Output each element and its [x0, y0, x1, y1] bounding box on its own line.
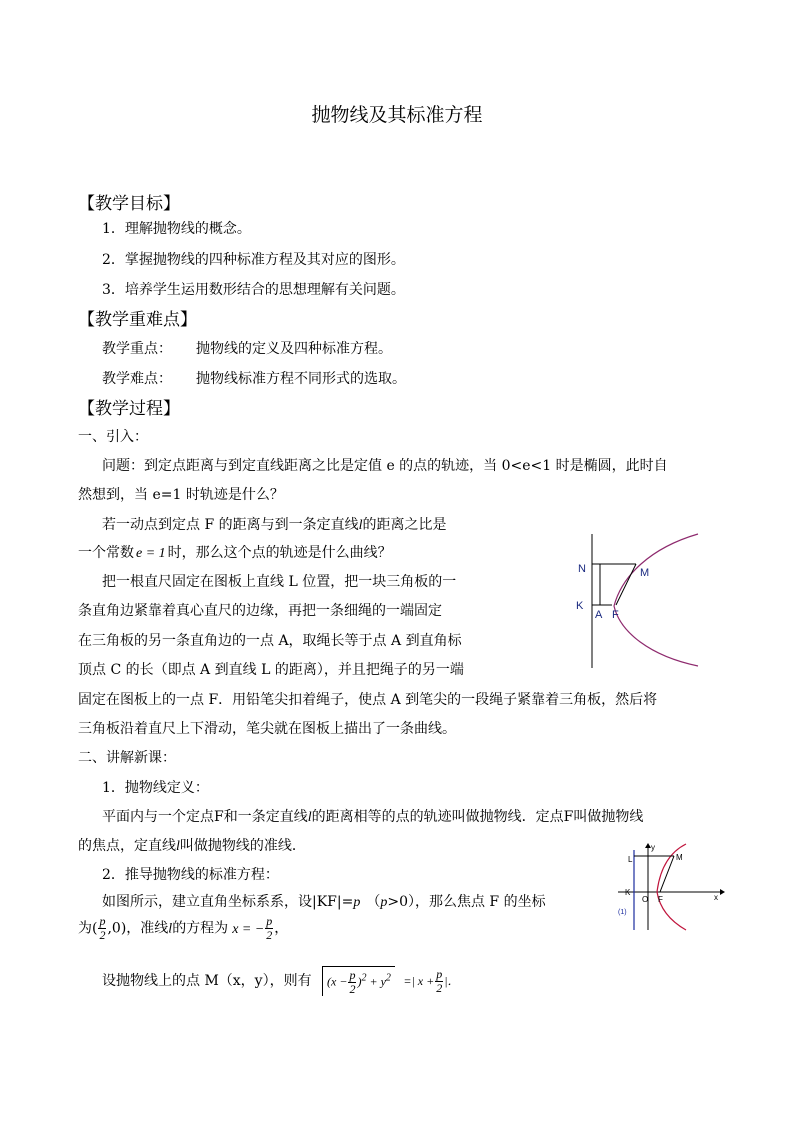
def-text-b: 的距离相等的点的轨迹叫做抛物线．定点F叫做抛物线: [311, 809, 644, 825]
frac-den: 2: [266, 928, 273, 942]
distance-equation-line: [102, 966, 460, 996]
p2-text-a: 若一动点到定点 F 的距离与到一条定直线: [102, 517, 359, 533]
var-l: l: [168, 921, 173, 937]
frac-num: p: [436, 966, 443, 981]
page-title: 抛物线及其标准方程: [311, 104, 483, 126]
part2-heading: 二、讲解新课：: [78, 750, 176, 766]
definition-line: [78, 835, 306, 855]
derive-line: [102, 891, 546, 911]
paragraph-line: [78, 542, 392, 562]
paragraph-line: 在三角板的另一条直角边的一点 A，取绳长等于点 A 到直角标: [78, 633, 462, 649]
derive-text-c: >0），那么焦点 F 的坐标: [387, 894, 546, 910]
label-a: A: [595, 609, 603, 621]
equation-e: e = 1: [136, 546, 166, 561]
section-goals-heading: 【教学目标】: [78, 194, 180, 214]
sqrt-sup: 2: [361, 972, 367, 984]
var-l: l: [358, 518, 363, 533]
focus-label: 教学重点：: [102, 341, 172, 357]
frac-den: 2: [436, 980, 443, 995]
var-p: p: [353, 895, 361, 910]
parabola-curve: [614, 534, 698, 666]
def-text-a: 平面内与一个定点F和一条定直线: [102, 809, 308, 825]
p2-text-d: 时，那么这个点的轨迹是什么曲线？: [167, 545, 392, 561]
focus-text: 抛物线的定义及四种标准方程。: [196, 341, 392, 357]
p2-text-b: 的距离之比是: [362, 517, 447, 533]
var-l: l: [176, 839, 180, 854]
sqrt-part-c: + y: [369, 974, 386, 989]
fraction-p-over-2: [98, 915, 106, 942]
coordinate-parabola-figure: [614, 840, 726, 932]
frac-num: p: [266, 914, 273, 928]
var-l: l: [307, 810, 312, 825]
fraction-p-over-2: [435, 968, 443, 995]
point-text: 设抛物线上的点 M（x，y），则有: [102, 973, 312, 989]
label-l: L: [628, 855, 633, 864]
var-p: p: [380, 895, 388, 910]
derive-text-d: 为(: [78, 920, 98, 937]
definition-line: [102, 806, 643, 826]
sqrt-sup: 2: [385, 972, 391, 984]
sqrt-part-a: (x −: [327, 974, 348, 989]
question-line: 然想到，当 e=1 时轨迹是什么？: [78, 487, 284, 503]
fraction-p-over-2: [348, 969, 356, 996]
parabola-figure-1: [570, 528, 710, 672]
label-k: K: [625, 888, 631, 897]
paragraph-line: 把一根直尺固定在图板上直线 L 位置，把一块三角板的一: [102, 574, 457, 590]
def-text-c: 的焦点，定直线: [78, 838, 176, 854]
label-m: M: [640, 567, 650, 579]
paragraph-line: [102, 514, 447, 534]
difficulty-label: 教学难点：: [102, 371, 172, 387]
label-y: y: [651, 843, 655, 852]
label-x: x: [714, 893, 718, 902]
frac-num: p: [99, 914, 106, 928]
paragraph-line: 顶点 C 的长（即点 A 到直线 L 的距离），并且把绳子的另一端: [78, 662, 464, 678]
label-o: O: [642, 895, 649, 904]
p2-text-c: 一个常数: [78, 545, 134, 561]
paragraph-line: 固定在图板上的一点 F．用铅笔尖扣着绳子，使点 A 到笔尖的一段绳子紧靠着三角板，然后将: [78, 692, 658, 708]
derive-text-b: （: [366, 894, 381, 910]
sqrt-part-b: ): [357, 974, 362, 989]
label-f: F: [658, 895, 663, 904]
sqrt-expression: [322, 966, 395, 996]
section-keypoints-heading: 【教学重难点】: [78, 310, 197, 330]
label-n: N: [578, 563, 586, 575]
figure-number: (1): [618, 909, 627, 916]
equation-x: x = −: [232, 921, 265, 937]
part1-heading: 一、引入：: [78, 429, 148, 445]
derive-text-f: 的方程为: [172, 920, 229, 937]
label-k: K: [576, 600, 584, 612]
goal-item: 2．掌握抛物线的四种标准方程及其对应的图形。: [102, 252, 405, 268]
goal-item: 3．培养学生运用数形结合的思想理解有关问题。: [102, 282, 405, 298]
goal-item: 1．理解抛物线的概念。: [102, 221, 251, 237]
derive-text-a: 如图所示，建立直角坐标系系，设|KF|=: [102, 894, 354, 910]
question-line: 问题：到定点距离与到定直线距离之比是定值 e 的点的轨迹，当 0<e<1 时是椭圆，此时自: [102, 458, 668, 474]
definition-heading: 1．抛物线定义：: [102, 780, 209, 796]
frac-num: p: [349, 968, 356, 982]
frac-den: 2: [349, 982, 356, 996]
equation-end: |．: [444, 974, 460, 988]
derive-text-g: ，: [274, 920, 289, 937]
def-text-d: 叫做抛物线的准线．: [179, 838, 306, 854]
paragraph-line: 条直角边紧靠着真心直尺的边缘，再把一条细绳的一端固定: [78, 603, 442, 619]
derive-text-e: ,0)，准线: [107, 920, 169, 937]
equation-rhs: =| x +: [403, 974, 435, 988]
frac-den: 2: [99, 928, 106, 942]
paragraph-line: 三角板沿着直尺上下滑动，笔尖就在图板上描出了一条曲线。: [78, 721, 456, 737]
derive-line: [78, 915, 288, 942]
fraction-p-over-2: [265, 915, 273, 942]
section-process-heading: 【教学过程】: [78, 399, 180, 419]
derive-heading: 2．推导抛物线的标准方程：: [102, 867, 279, 883]
label-f: F: [612, 609, 619, 621]
difficulty-text: 抛物线标准方程不同形式的选取。: [196, 371, 406, 387]
label-m: M: [676, 853, 683, 862]
